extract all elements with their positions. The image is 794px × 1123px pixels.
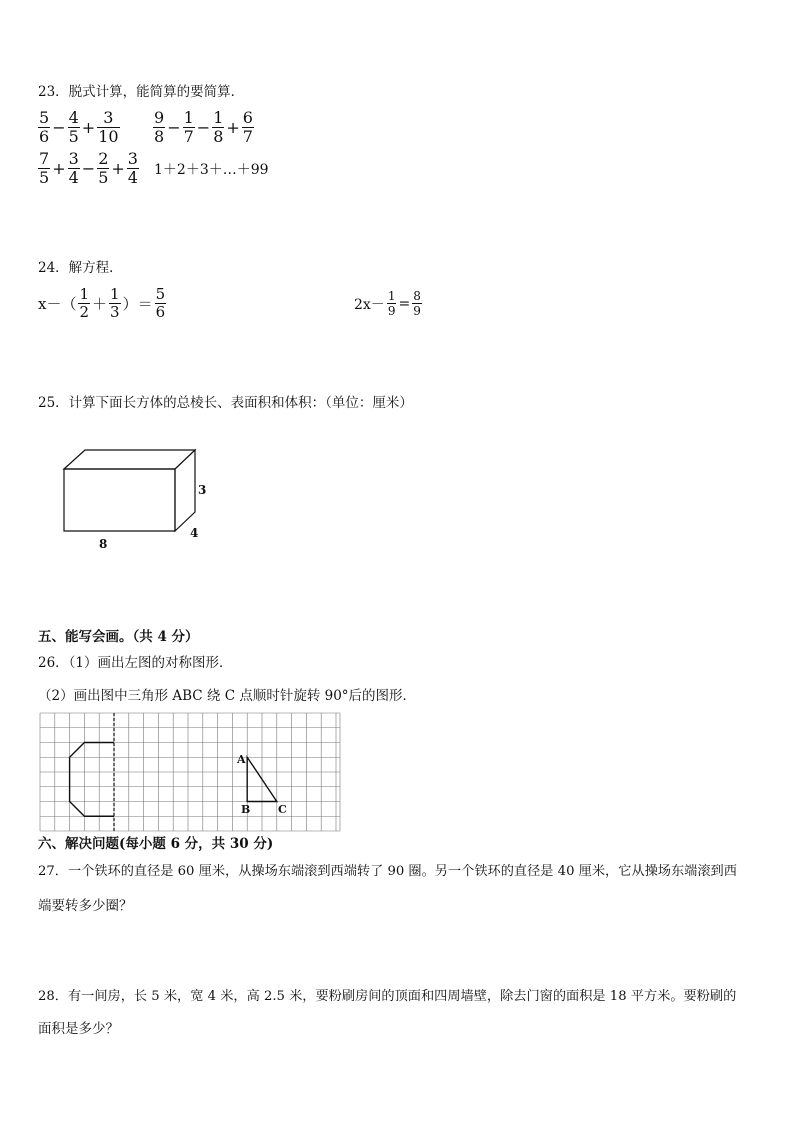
section-5-title: 五、能写会画。（共 4 分） [38,629,199,645]
grid-lines [40,713,340,831]
label-c: C [278,803,287,816]
fraction: $\frac{4}{5}$ [68,108,79,146]
fraction: $\frac{8}{9}$ [413,289,421,318]
fraction: $\frac{1}{9}$ [387,289,396,318]
cuboid-width-label: 4 [190,526,199,540]
label-a: A [237,753,246,766]
cuboid-height-label: 3 [198,483,207,497]
q23-expression-2: $\frac{9}{8}$ − $\frac{1}{7}$ − $\frac{1}{8}$ + $\frac{6}{7}$ [154,108,253,146]
cuboid-diagram [55,443,225,553]
fraction: $\frac{1}{7}$ [183,108,194,146]
q24-equation-1: x－（ $\frac{1}{2}$ ＋ $\frac{1}{3}$ ）＝ $\frac{5}{6}$ [38,285,166,321]
q23-title: 23．脱式计算，能简算的要简算． [38,84,245,100]
q23-expression-3: $\frac{7}{5}$ + $\frac{3}{4}$ − $\frac{2}{5}$ + $\frac{3}{4}$ [39,149,138,187]
q23-expression-4: 1＋2＋3＋…＋99 [154,162,269,178]
half-shape [70,743,114,817]
fraction: $\frac{6}{7}$ [242,108,253,146]
q26-line-1: 26．（1）画出左图的对称图形． [38,655,233,671]
label-b: B [241,803,251,816]
fraction: $\frac{1}{8}$ [213,108,224,146]
q24-title: 24．解方程． [38,260,123,276]
q28-line-1: 28．有一间房，长 5 米，宽 4 米，高 2.5 米，要粉刷房间的顶面和四周墙壁，除去门窗的面积是 18 平方米。要粉刷的 [38,989,737,1004]
fraction: $\frac{1}{2}$ [79,285,90,321]
fraction: $\frac{3}{10}$ [98,108,119,146]
section-6-title: 六、解决问题(每小题 6 分，共 30 分) [38,836,274,852]
fraction: $\frac{3}{4}$ [68,149,79,187]
grid-diagram [38,711,342,833]
q27-line-2: 端要转多少圈？ [38,898,133,914]
fraction: $\frac{3}{4}$ [127,149,138,187]
q26-line-2: （2）画出图中三角形 ABC 绕 C 点顺时针旋转 90°后的图形． [38,688,417,704]
q25-title: 25．计算下面长方体的总棱长、表面积和体积：（单位：厘米） [38,395,413,411]
fraction: $\frac{2}{5}$ [98,149,109,187]
q28-line-2: 面积是多少？ [38,1021,119,1037]
fraction: $\frac{5}{6}$ [39,108,50,146]
q23-expression-1: $\frac{5}{6}$ − $\frac{4}{5}$ + $\frac{3}{10}$ [39,108,119,146]
fraction: $\frac{7}{5}$ [39,149,50,187]
q24-equation-2: 2x－ $\frac{1}{9}$ = $\frac{8}{9}$ [354,289,421,318]
fraction: $\frac{5}{6}$ [155,285,166,321]
fraction: $\frac{1}{3}$ [110,285,120,321]
fraction: $\frac{9}{8}$ [154,108,165,146]
cuboid-length-label: 8 [99,537,108,551]
q27-line-1: 27．一个铁环的直径是 60 厘米，从操场东端滚到西端转了 90 圈。另一个铁环的直径是 40 厘米，它从操场东端滚到西 [38,864,737,879]
